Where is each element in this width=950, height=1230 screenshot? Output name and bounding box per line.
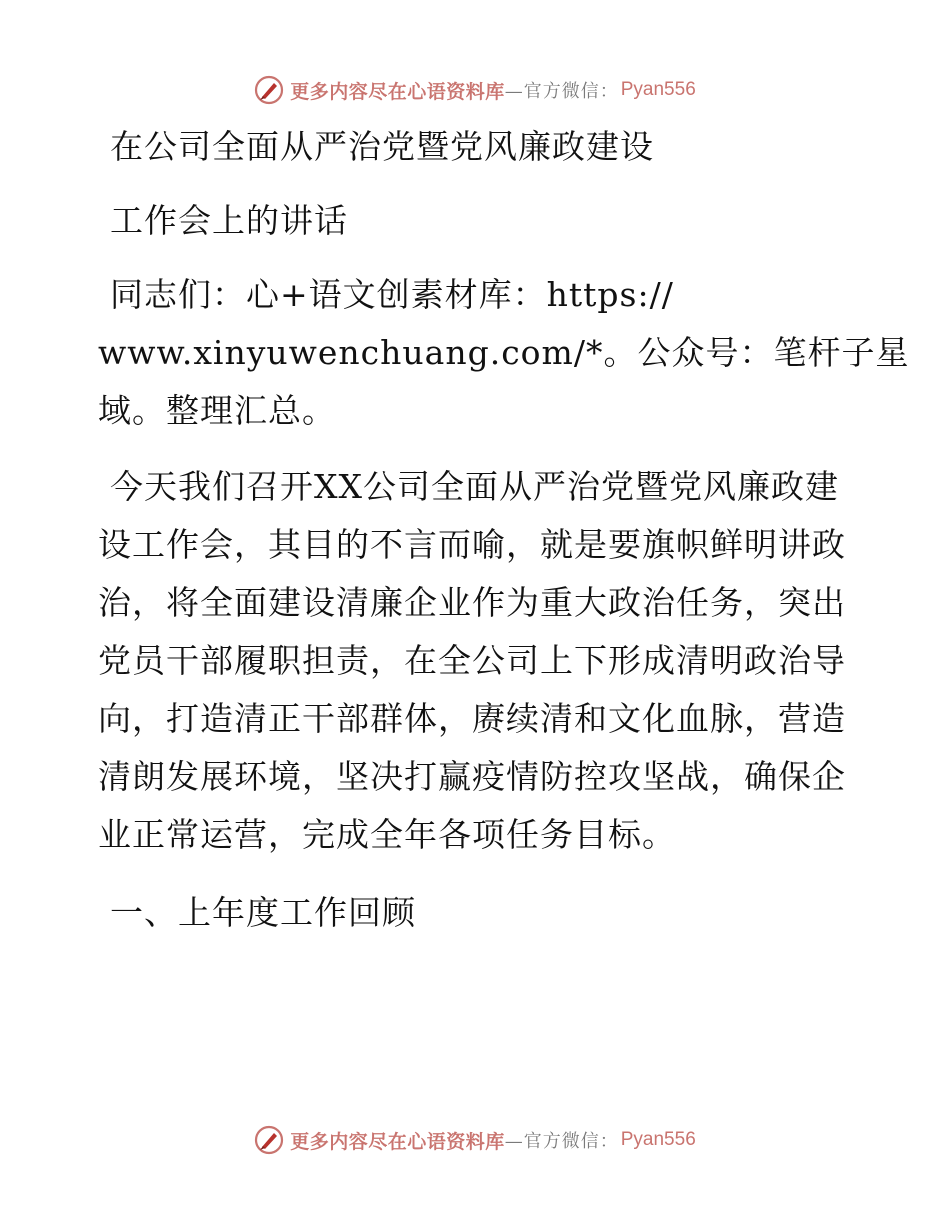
banner-wechat-label: —官方微信： xyxy=(504,1131,619,1152)
paragraph-line: 今天我们召开XX公司全面从严治党暨党风廉政建 xyxy=(110,467,839,506)
greeting-block xyxy=(98,266,910,440)
intro-paragraph xyxy=(98,458,858,864)
banner-wechat-label: —官方微信： xyxy=(504,81,619,102)
greeting-line: 同志们：心+语文创素材库：https:// xyxy=(110,275,674,314)
quill-pen-logo-icon xyxy=(254,75,284,105)
title-line-2: 工作会上的讲话 xyxy=(110,201,348,240)
paragraph-line: 治，将全面建设清廉企业作为重大政治任务，突出 xyxy=(98,583,846,622)
section-heading: 一、上年度工作回顾 xyxy=(110,893,416,932)
banner-wechat-id: Pyan556 xyxy=(620,1129,696,1150)
paragraph-line: 业正常运营，完成全年各项任务目标。 xyxy=(98,815,676,854)
title-line-1: 在公司全面从严治党暨党风廉政建设 xyxy=(110,127,654,166)
paragraph-line: 向，打造清正干部群体，赓续清和文化血脉，营造 xyxy=(98,699,846,738)
quill-pen-logo-icon xyxy=(254,1125,284,1155)
greeting-line: www.xinyuwenchuang.com/*。公众号：笔杆子星 xyxy=(98,333,910,372)
top-watermark-banner xyxy=(0,72,950,108)
paragraph-line: 设工作会，其目的不言而喻，就是要旗帜鲜明讲政 xyxy=(98,525,846,564)
bottom-watermark-banner xyxy=(0,1122,950,1158)
paragraph-line: 党员干部履职担责，在全公司上下形成清明政治导 xyxy=(98,641,846,680)
document-body xyxy=(98,118,910,942)
greeting-line: 域。整理汇总。 xyxy=(98,391,336,430)
banner-wechat-id: Pyan556 xyxy=(620,79,696,100)
paragraph-line: 清朗发展环境，坚决打赢疫情防控攻坚战，确保企 xyxy=(98,757,846,796)
banner-promo-text: 更多内容尽在心语资料库 xyxy=(290,80,505,103)
banner-promo-text: 更多内容尽在心语资料库 xyxy=(290,1130,505,1153)
